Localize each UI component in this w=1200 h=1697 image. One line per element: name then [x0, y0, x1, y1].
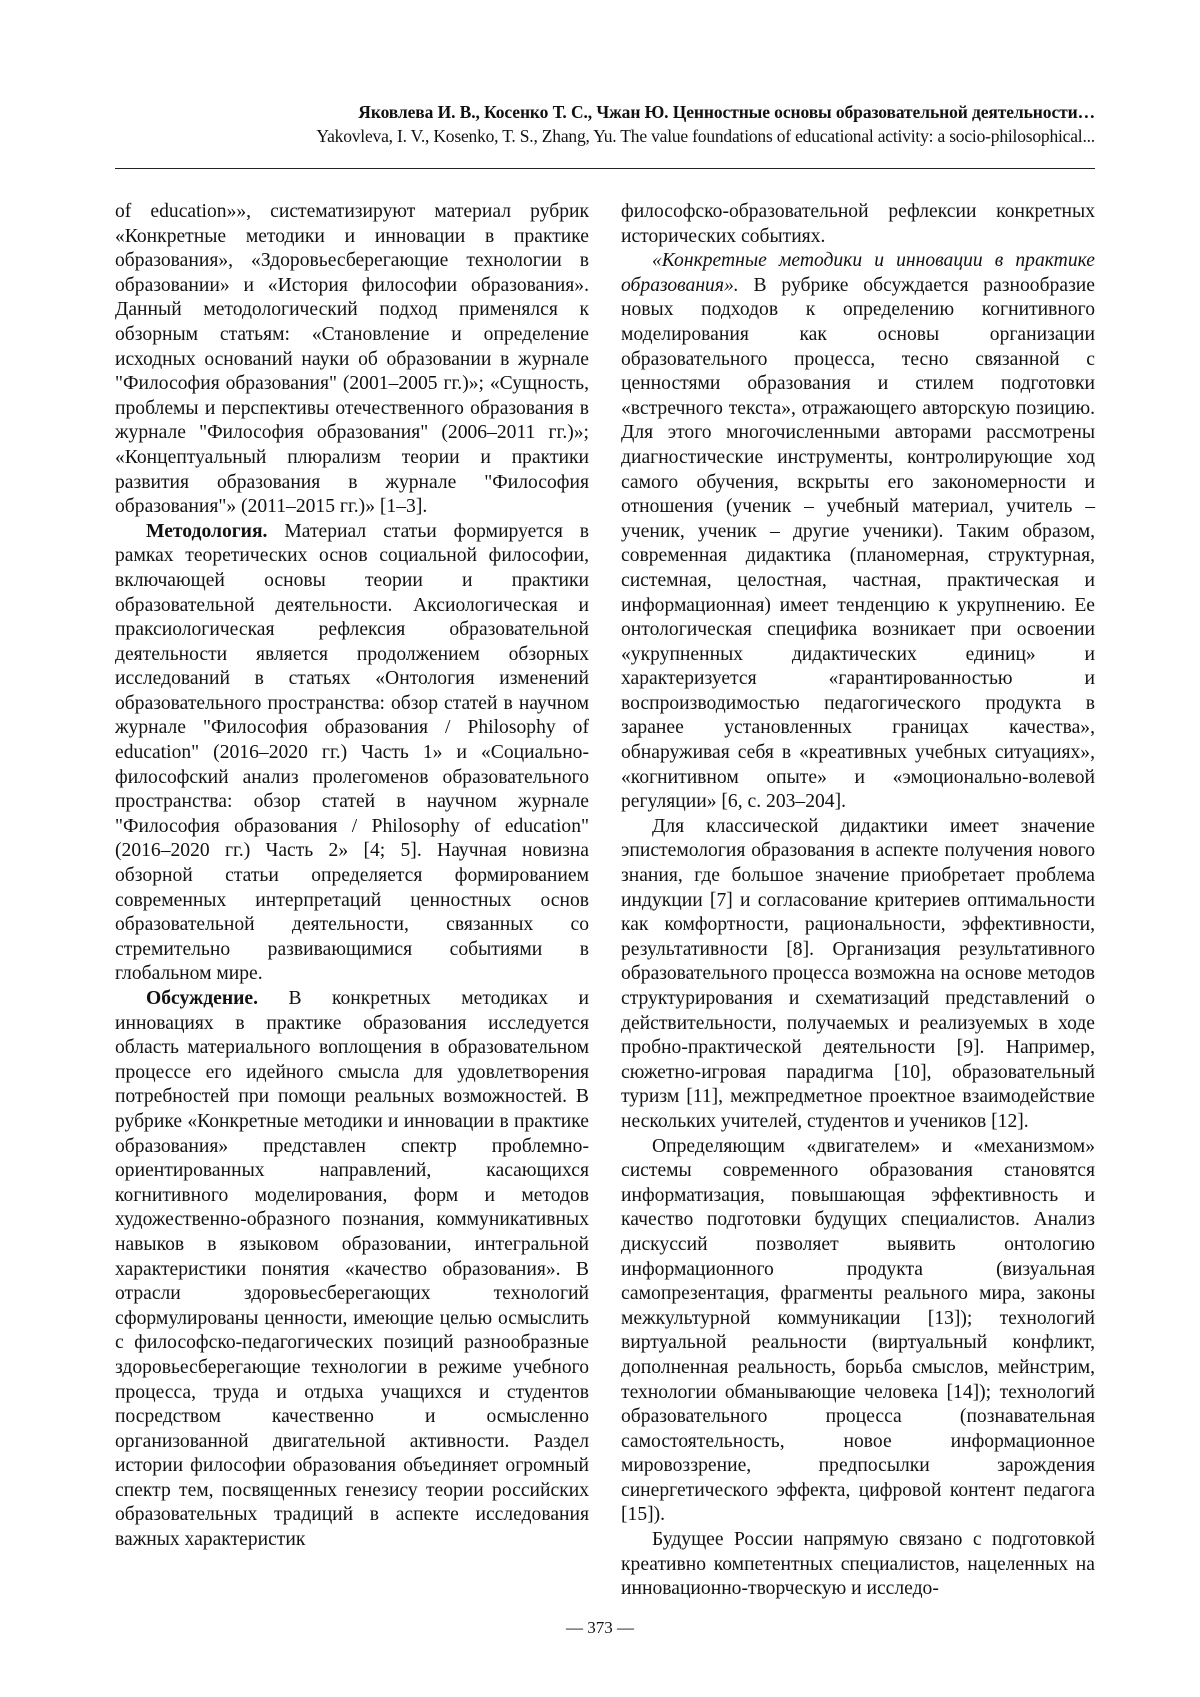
page-number: — 373 —	[566, 1618, 634, 1637]
running-header	[115, 100, 1095, 148]
paragraph-text: В конкретных методиках и инновациях в практике образования исследуется область материального воплощения в образовательном процессе его идейного смысла для удовлетворения потребностей при помощи реальных возможностей. В рубрике «Конкретные методики и инновации в практике образования» представлен спектр проблемно-ориентированных направлений, касающихся когнитивного моделирования, форм и методов художественно-образного познания, коммуникативных навыков в языковом образовании, интегральной характеристики понятия «качество образования». В отрасли здоровьесберегающих технологий сформулированы ценности, имеющие целью осмыслить с философско-педагогических позиций разнообразные здоровьесберегающие технологии в режиме учебного процесса, труда и отдыха учащихся и студентов посредством качественно и осмысленно организованной двигательной активности. Раздел истории философии образования объединяет огромный спектр тем, посвященных генезису теории российских образовательных традиций в аспекте исследования важных характеристик	[115, 988, 589, 1551]
paragraph-methods	[621, 249, 1095, 815]
section-heading-discussion: Обсуждение.	[146, 988, 259, 1009]
left-column	[115, 200, 589, 1553]
header-authors-en: Yakovleva, I. V., Kosenko, T. S., Zhang, Yu. The value foundations of educational activity: a socio-philosophical...	[316, 126, 1095, 146]
header-divider	[115, 168, 1095, 169]
paragraph-methodology	[115, 520, 589, 987]
paragraph: Для классической дидактики имеет значение эпистемология образования в аспекте получения нового знания, где большое значение приобретает проблема индукции [7] и согласование критериев оптимальности как комфортности, рациональности, эффективности, результативности [8]. Организация результативного образовательного процесса возможна на основе методов структурирования и схематизаций представлений о действительности, получаемых и реализуемых в ходе пробно-практической деятельности [9]. Например, сюжетно-игровая парадигма [10], образовательный туризм [11], межпредметное проектное взаимодействие нескольких учителей, студентов и учеников [12].	[621, 815, 1095, 1132]
section-heading-methodology: Методология.	[146, 520, 268, 542]
right-column	[621, 200, 1095, 1602]
paragraph: философско-образовательной рефлексии конкретных исторических событиях.	[621, 201, 1095, 247]
rubric-title: «Конкретные методики и инновации в практике образования».	[621, 250, 1095, 296]
paragraph: Определяющим «двигателем» и «механизмом» системы современного образования становятся информатизация, повышающая эффективность и качество подготовки будущих специалистов. Анализ дискуссий позволяет выявить онтологию информационного продукта (визуальная самопрезентация, фрагменты реального мира, законы межкультурной коммуникации [13]); технологий виртуальной реальности (виртуальный конфликт, дополненная реальность, борьба смыслов, мейнстрим, технологии обманывающие человека [14]); технологий образовательного процесса (познавательная самостоятельность, новое информационное мировоззрение, предпосылки зарождения синергетического эффекта, цифровой контент педагога [15]).	[621, 1135, 1095, 1526]
paragraph-discussion	[115, 987, 589, 1553]
paragraph-text: В рубрике обсуждается разнообразие новых подходов к определению когнитивного моделирования как основы организации образовательного процесса, тесно связанной с ценностями образования и стилем подготовки «встречного текста», отражающего авторскую позицию. Для этого многочисленными авторами рассмотрены диагностические инструменты, контролирующие ход самого обучения, вскрыты его закономерности и отношения (ученик – учебный материал, учитель – ученик, ученик – другие ученики). Таким образом, современная дидактика (планомерная, структурная, системная, целостная, частная, практическая и информационная) имеет тенденцию к укрупнению. Ее онтологическая специфика возникает при освоении «укрупненных дидактических единиц» и характеризуется «гарантированностью и воспроизводимостью педагогического продукта в заранее установленных границах качества», обнаруживая себя в «креативных учебных ситуациях», «когнитивном опыте» и «эмоционально-волевой регуляции» [6, с. 203–204].	[621, 274, 1095, 813]
paragraph: Будущее России напрямую связано с подготовкой креативно компетентных специалистов, нацеленных на инновационно-творческую и исследо-	[621, 1529, 1095, 1600]
paragraph-text: Материал статьи формируется в рамках теоретических основ социальной философии, включающей основы теории и практики образовательной деятельности. Аксиологическая и праксиологическая рефлексия образовательной деятельности является продолжением обзорных исследований в статьях «Онтология изменений образовательного пространства: обзор статей в научном журнале "Философия образования / Philosophy of education" (2016–2020 гг.) Часть 1» и «Социально-философский анализ пролегоменов образовательного пространства: обзор статей в научном журнале "Философия образования / Philosophy of education" (2016–2020 гг.) Часть 2» [4; 5]. Научная новизна обзорной статьи определяется формированием современных интерпретаций ценностных основ образовательной деятельности, связанных со стремительно развивающимися событиями в глобальном мире.	[115, 520, 589, 985]
paragraph: of education»», систематизируют материал рубрик «Конкретные методики и инновации в практике образования», «Здоровьесберегающие технологии в образовании» и «История философии образования». Данный методологический подход применялся к обзорным статьям: «Становление и определение исходных оснований науки об образовании в журнале "Философия образования" (2001–2005 гг.)»; «Сущность, проблемы и перспективы отечественного образования в журнале "Философия образования" (2006–2011 гг.)»; «Концептуальный плюрализм теории и практики развития образования в журнале "Философия образования"» (2011–2015 гг.)» [1–3].	[115, 201, 589, 518]
header-authors-ru: Яковлева И. В., Косенко Т. С., Чжан Ю. Ценностные основы образовательной деятельности…	[358, 102, 1095, 122]
